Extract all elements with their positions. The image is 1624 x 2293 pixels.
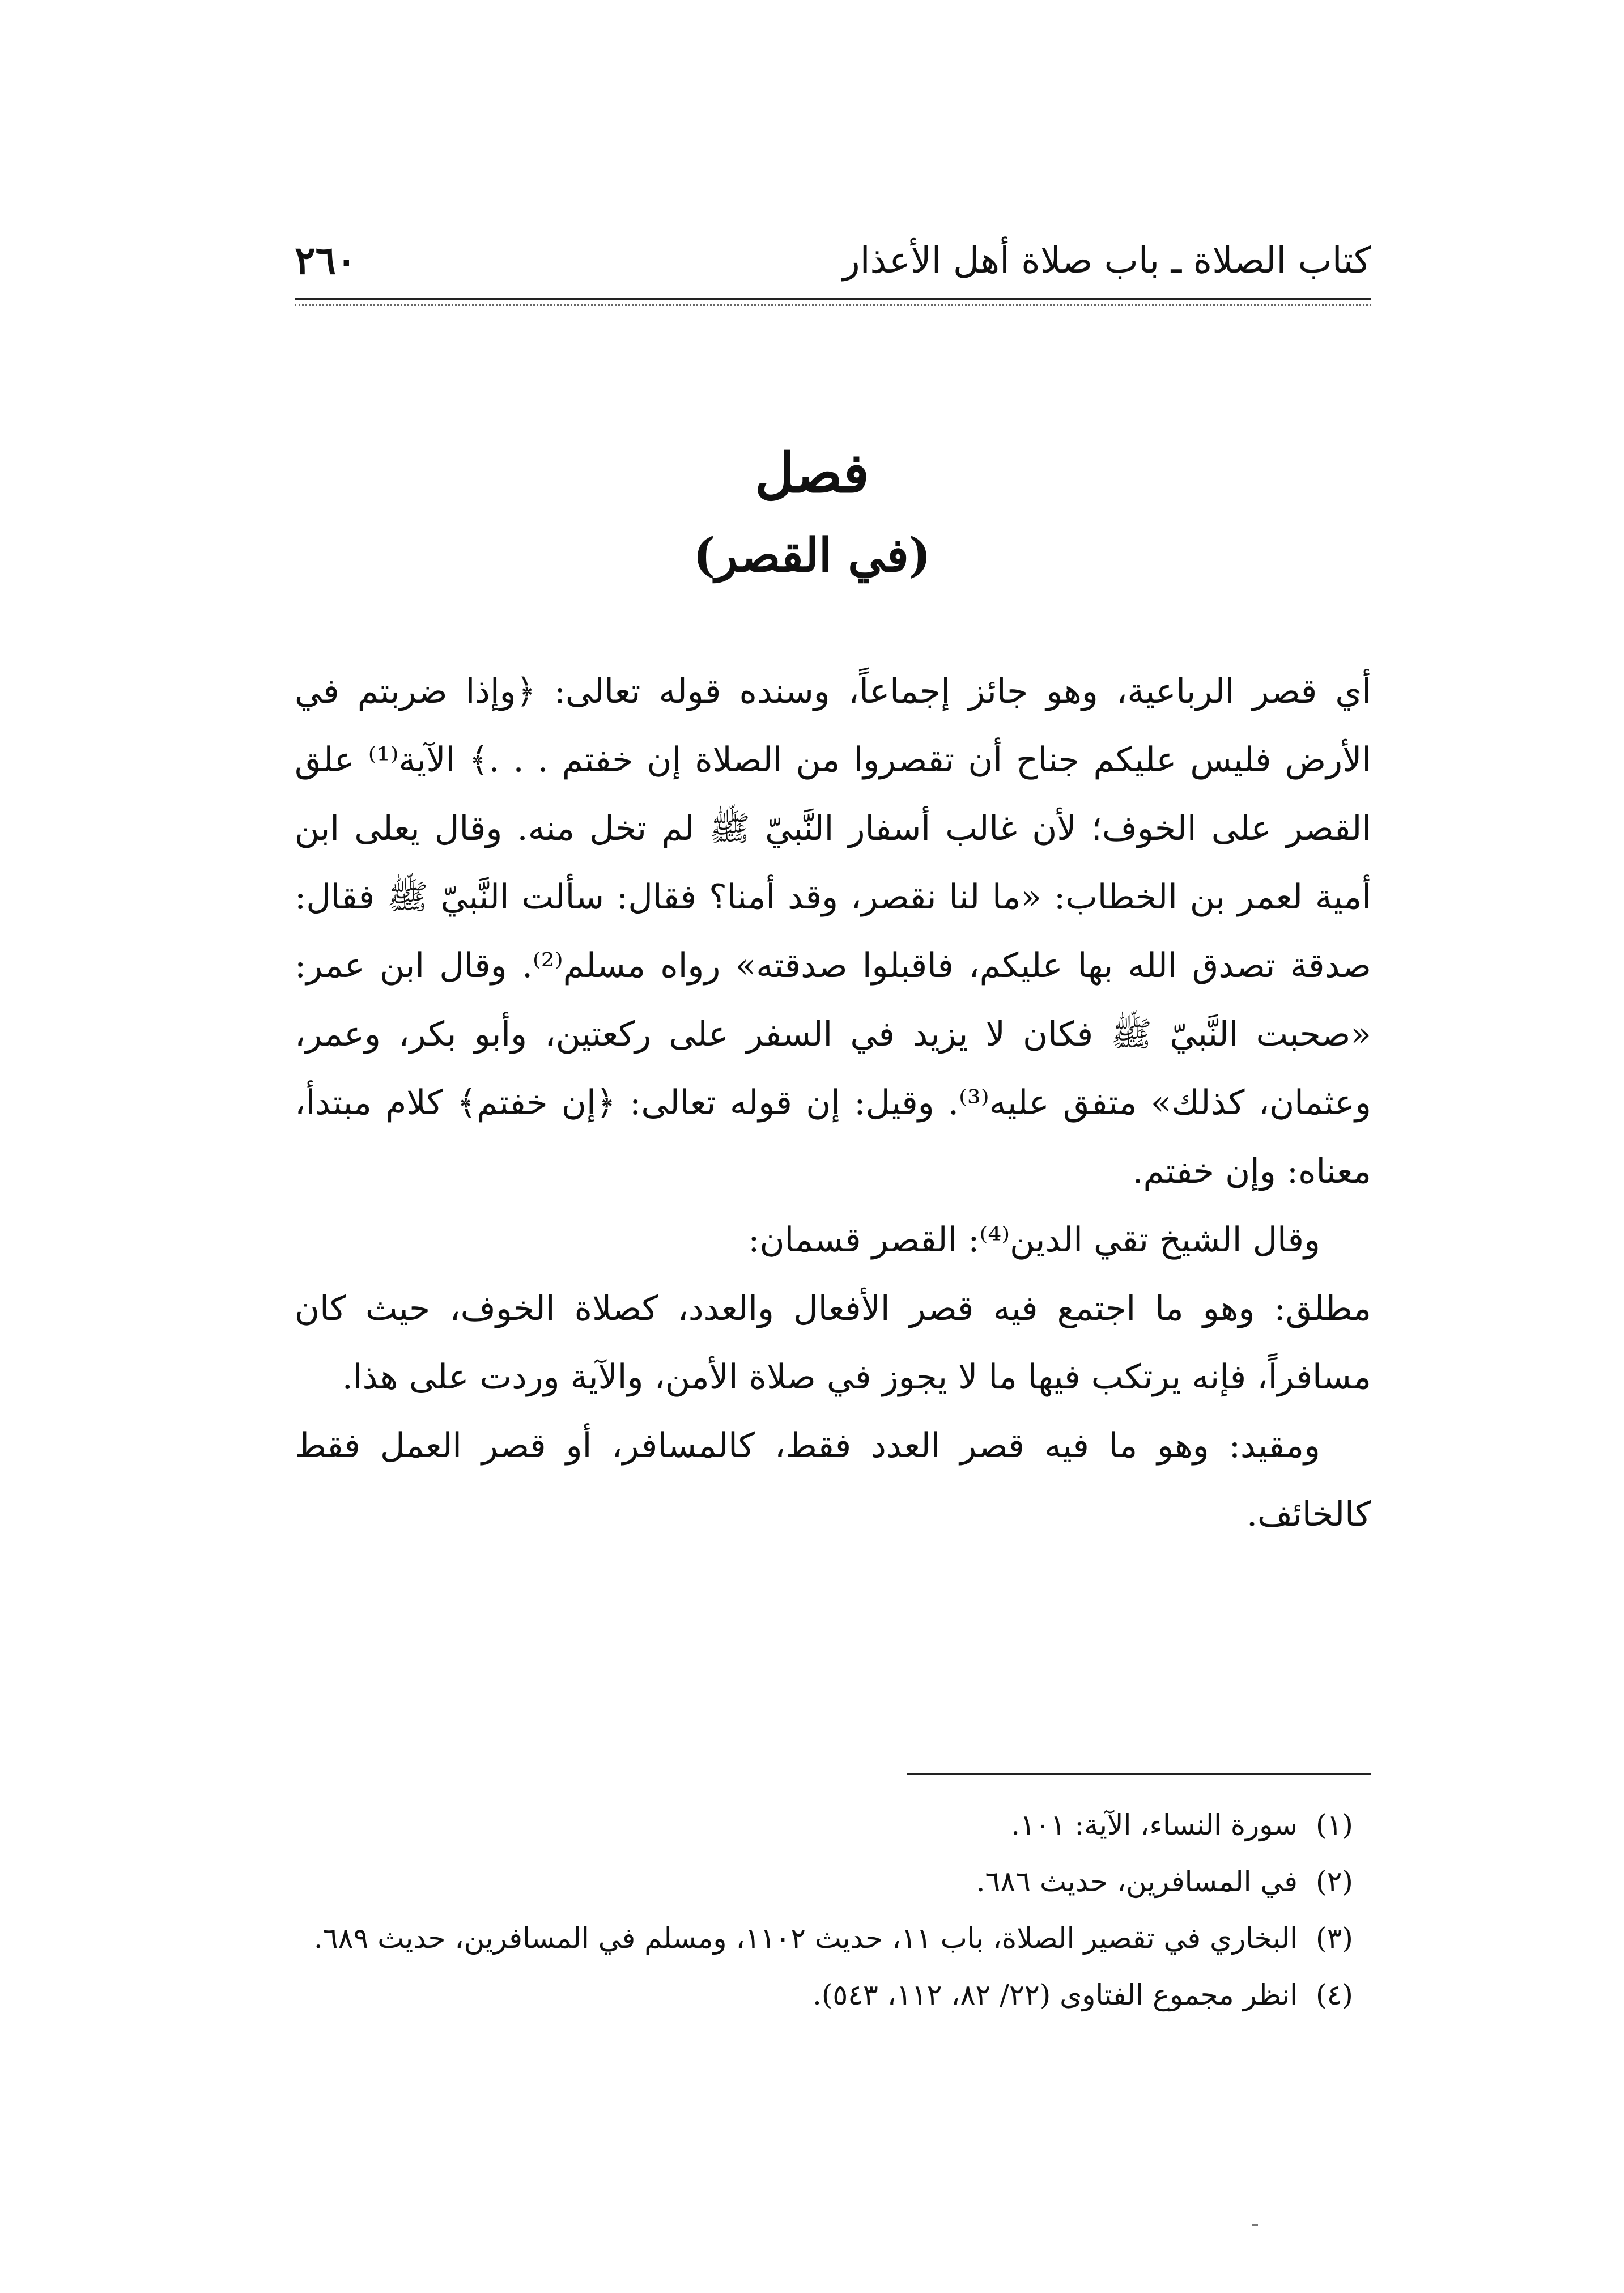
header-divider-dotted [295, 304, 1371, 306]
footnote-number: (٤) [1316, 1978, 1353, 2011]
running-title: كتاب الصلاة ـ باب صلاة أهل الأعذار [842, 240, 1371, 282]
body-paragraph: أي قصر الرباعية، وهو جائز إجماعاً، وسنده قوله تعالى: ﴿وإذا ضربتم في الأرض فليس عليكم جناح أن تقصروا من الصلاة إن خفتم . . .﴾ الآية⁽¹⁾ علق القصر على الخوف؛ لأن غالب أسفار النَّبيّ ﷺ لم تخل منه. وقال يعلى ابن أمية لعمر بن الخطاب: «ما لنا نقصر، وقد أمنا؟ فقال: سألت النَّبيّ ﷺ فقال: صدقة تصدق الله بها عليكم، فاقبلوا صدقته» رواه مسلم⁽²⁾. وقال ابن عمر: «صحبت النَّبيّ ﷺ فكان لا يزيد في السفر على ركعتين، وأبو بكر، وعمر، وعثمان، كذلك» متفق عليه⁽³⁾. وقيل: إن قوله تعالى: ﴿إن خفتم﴾ كلام مبتدأ، معناه: وإن خفتم. [295, 672, 1371, 1191]
body-paragraph: وقال الشيخ تقي الدين⁽⁴⁾: القصر قسمان: [748, 1220, 1320, 1260]
footnote-item [295, 1967, 1371, 2023]
section-subtitle: (في القصر) [693, 528, 931, 583]
footnote-item [295, 1910, 1371, 1967]
running-header [295, 230, 1371, 292]
footnotes [295, 1797, 1371, 2023]
footnote-text: سورة النساء، الآية: ١٠١. [1011, 1808, 1298, 1841]
section-title: فصل [755, 441, 869, 505]
body-text [295, 657, 1371, 1549]
footnote-text: البخاري في تقصير الصلاة، باب ١١، حديث ١١٠٢، ومسلم في المسافرين، حديث ٦٨٩. [313, 1922, 1298, 1955]
footnote-text: في المسافرين، حديث ٦٨٦. [976, 1865, 1298, 1898]
footnote-item [295, 1797, 1371, 1853]
body-paragraph: ومقيد: وهو ما فيه قصر العدد فقط، كالمسافر، أو قصر العمل فقط كالخائف. [295, 1426, 1371, 1534]
footnote-number: (٢) [1316, 1865, 1353, 1898]
header-divider [295, 298, 1371, 300]
scan-speck [1252, 2224, 1258, 2226]
page-number: ٢٦٠ [295, 238, 357, 283]
footnote-text: انظر مجموع الفتاوى (٢٢/ ٨٢، ١١٢، ٥٤٣). [812, 1978, 1298, 2011]
footnote-item [295, 1853, 1371, 1910]
body-paragraph: مطلق: وهو ما اجتمع فيه قصر الأفعال والعدد، كصلاة الخوف، حيث كان مسافراً، فإنه يرتكب فيها ما لا يجوز في صلاة الأمن، والآية وردت على هذا. [295, 1289, 1371, 1397]
footnote-divider [907, 1773, 1371, 1775]
footnote-number: (١) [1316, 1808, 1353, 1841]
footnote-number: (٣) [1316, 1922, 1353, 1955]
